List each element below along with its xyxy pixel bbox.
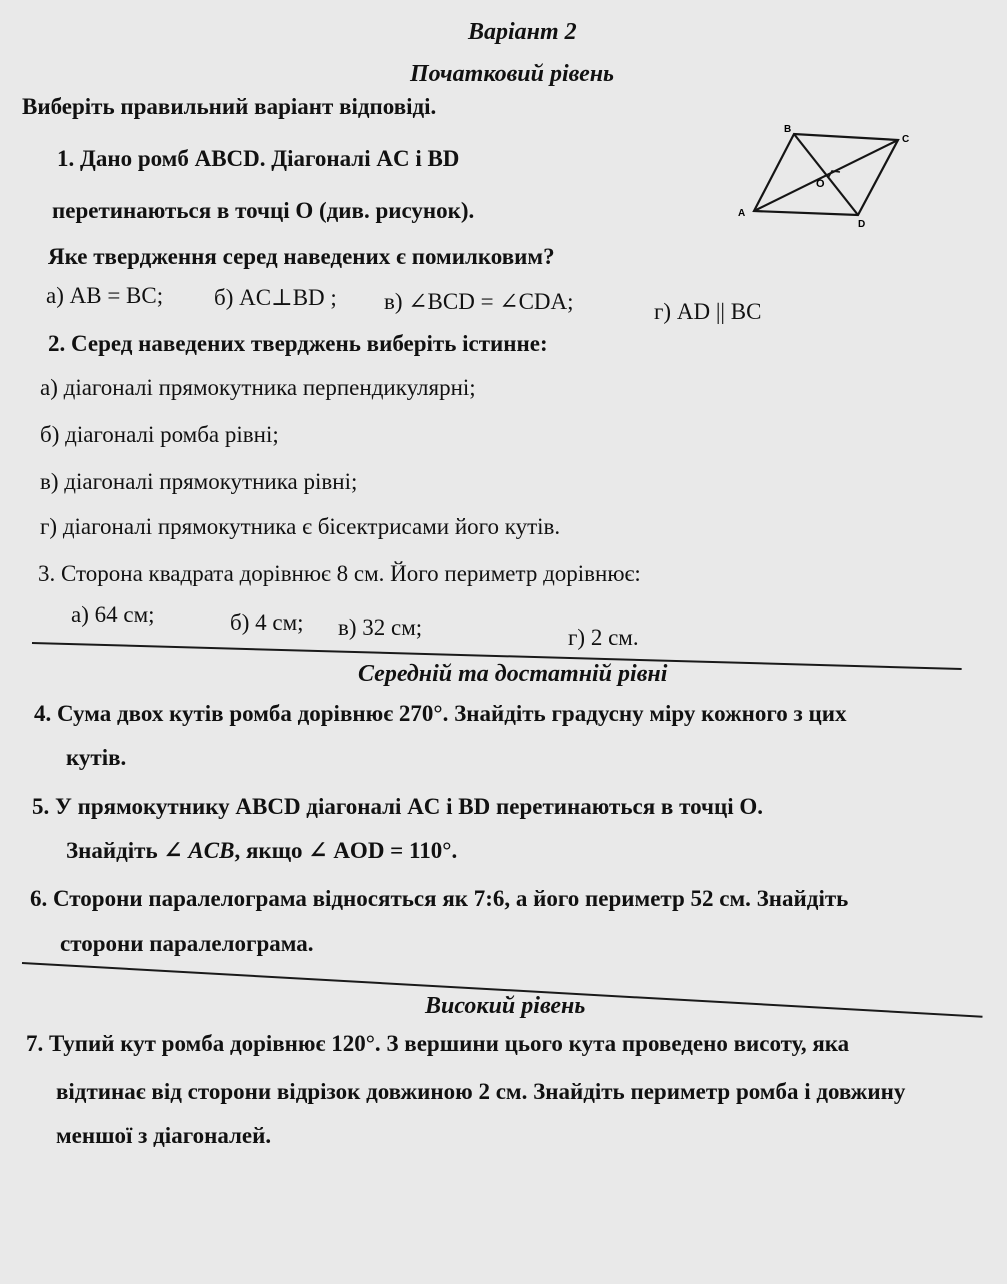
q5-find-text: Знайдіть: [66, 838, 164, 863]
label-c: C: [902, 134, 910, 145]
right-angle-mark: [828, 171, 840, 178]
q3-option-d: г) 2 см.: [568, 625, 639, 650]
q1-option-d: г) AD || BC: [654, 299, 762, 324]
label-o: O: [816, 178, 825, 190]
q3-stem: 3. Сторона квадрата дорівнює 8 см. Його периметр дорівнює:: [38, 561, 641, 586]
q1-option-c: в) ∠BCD = ∠CDA;: [384, 289, 574, 314]
level-heading-initial: Початковий рівень: [410, 61, 615, 87]
q3-option-a: а) 64 см;: [71, 602, 155, 627]
q5-line2: [66, 837, 457, 865]
q7-line1: 7. Тупий кут ромба дорівнює 120°. З вершини цього кута проведено висоту, яка: [26, 1031, 850, 1056]
q4-line2: кутів.: [66, 745, 127, 770]
instruction-text: Виберіть правильний варіант відповіді.: [22, 94, 437, 119]
q1-option-a: а) AB = BC;: [46, 283, 164, 308]
q5-condition-text: , якщо ∠ AOD = 110°.: [234, 838, 458, 863]
q1-line3: Яке твердження серед наведених є помилковим?: [48, 244, 555, 269]
q2-option-a: а) діагоналі прямокутника перпендикулярні;: [40, 375, 476, 400]
level-heading-intermediate: Середній та достатній рівні: [358, 661, 668, 687]
label-b: B: [784, 124, 792, 135]
diagonal-bd: [794, 134, 858, 215]
rhombus-figure: [730, 118, 930, 233]
q3-option-b: б) 4 см;: [230, 610, 304, 635]
q6-line1: 6. Сторони паралелограма відносяться як 7:6, а його периметр 52 см. Знайдіть: [30, 886, 849, 911]
q7-line3: меншої з діагоналей.: [56, 1123, 272, 1148]
q2-option-d: г) діагоналі прямокутника є бісектрисами його кутів.: [40, 514, 561, 539]
level-heading-high: Високий рівень: [425, 993, 586, 1019]
q2-option-c: в) діагоналі прямокутника рівні;: [40, 469, 358, 494]
variant-title: Варіант 2: [468, 19, 577, 45]
q3-option-c: в) 32 см;: [338, 615, 423, 640]
q2-option-b: б) діагоналі ромба рівні;: [40, 422, 279, 447]
label-d: D: [858, 219, 866, 230]
q1-option-b: б) AC⊥BD ;: [214, 285, 337, 310]
q4-line1: 4. Сума двох кутів ромба дорівнює 270°. Знайдіть градусну міру кожного з цих: [34, 701, 847, 726]
label-a: A: [738, 208, 746, 219]
q2-stem: 2. Серед наведених тверджень виберіть істинне:: [48, 331, 548, 356]
q7-line2: відтинає від сторони відрізок довжиною 2 см. Знайдіть периметр ромба і довжину: [56, 1079, 906, 1104]
q5-line1: 5. У прямокутнику ABCD діагоналі AC і BD перетинаються в точці O.: [32, 794, 763, 819]
q6-line2: сторони паралелограма.: [60, 931, 314, 956]
q1-line1: 1. Дано ромб ABCD. Діагоналі AC і BD: [57, 146, 460, 171]
q5-angle-acb: ∠ ACB: [163, 838, 235, 863]
q1-line2: перетинаються в точці O (див. рисунок).: [52, 198, 475, 223]
